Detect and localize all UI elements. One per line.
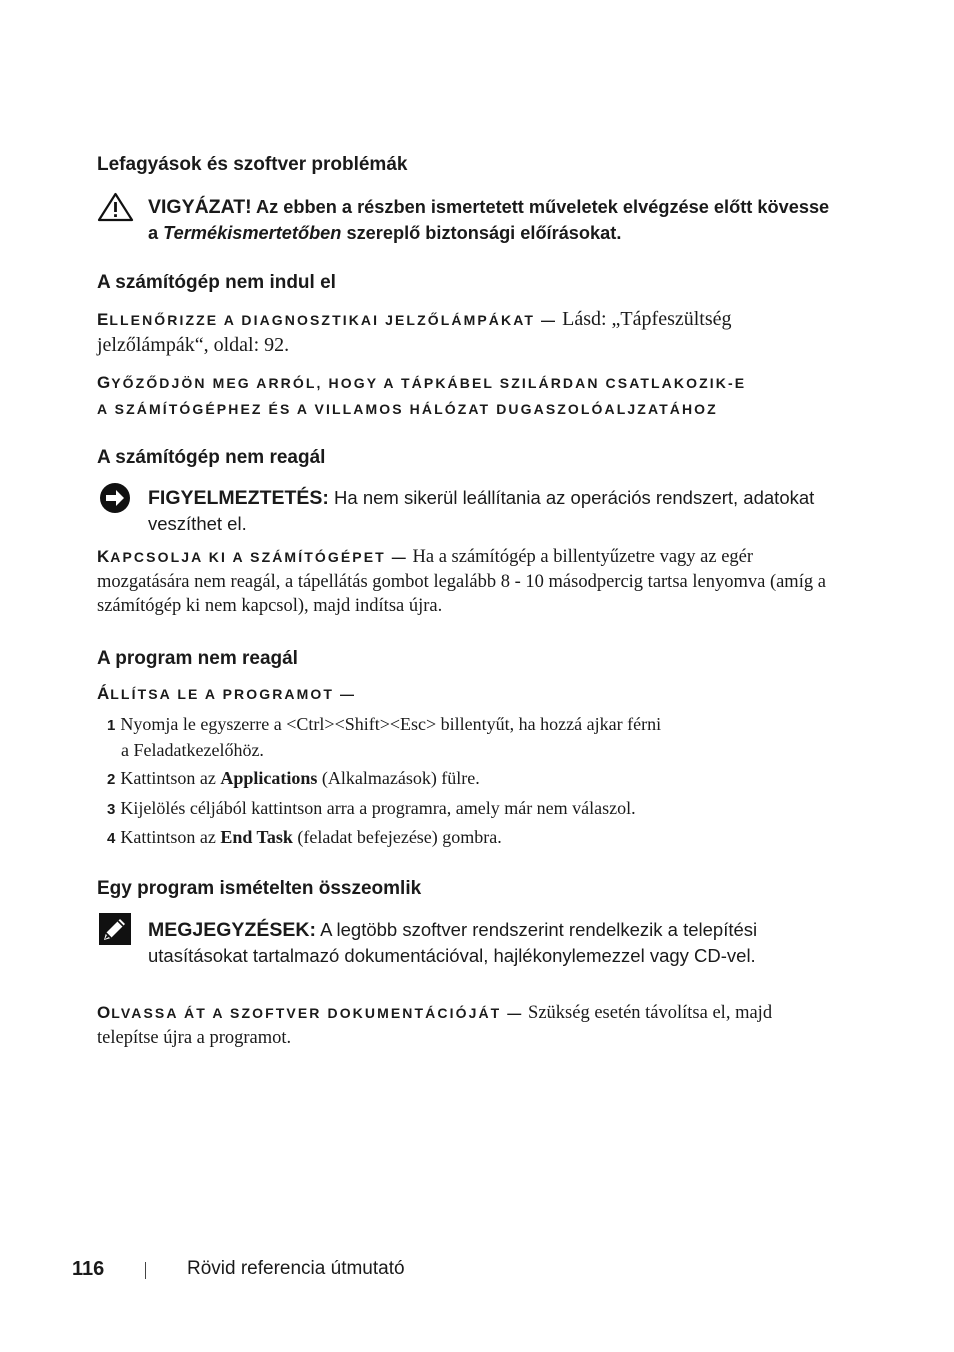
read-docs-text: Szükség esetén távolítsa el, majd telepítse újra a programot. — [97, 1003, 773, 1048]
footer-separator — [145, 1262, 146, 1279]
run-in-heading-diagnostic: ELLENŐRIZZE A DIAGNOSZTIKAI JELZŐLÁMPÁKAT — — [97, 310, 558, 329]
caution-label: VIGYÁZAT! — [148, 196, 252, 218]
caution-notice — [148, 194, 838, 246]
list-item: 2 Kattintson az Applications (Alkalmazások) fülre. — [107, 768, 480, 788]
section-title-no-response: A számítógép nem reagál — [97, 447, 326, 468]
run-in-heading-turn-off: KAPCSOLJA KI A SZÁMÍTÓGÉPET — — [97, 547, 408, 566]
list-item: 1 Nyomja le egyszerre a <Ctrl><Shift><Esc> billentyűt, ha hozzá ajkar férni a Feladatkezelőhöz. — [107, 714, 662, 760]
diagnostic-lights-text: Lásd: „Tápfeszültség jelzőlámpák“, oldal: 92. — [97, 308, 732, 356]
notice-text: Ha nem sikerül leállítania az operációs rendszert, adatokat veszíthet el. — [148, 487, 815, 534]
note-installation — [148, 917, 808, 968]
notice-data-loss — [148, 485, 838, 536]
note-text: A legtöbb szoftver rendszerint rendelkezik a telepítési utasításokat tartalmazó dokumentációval, hajlékonylemezzel vagy CD-vel. — [148, 919, 758, 966]
page-number: 116 — [72, 1258, 105, 1280]
warning-triangle-icon — [97, 192, 134, 222]
pencil-note-icon — [99, 913, 131, 945]
run-in-heading-read-docs: OLVASSA ÁT A SZOFTVER DOKUMENTÁCIÓJÁT — — [97, 1003, 524, 1022]
section-title-repeated-crash: Egy program ismételten összeomlik — [97, 878, 422, 899]
list-item: 3 Kijelölés céljából kattintson arra a programra, amely már nem válaszol. — [107, 798, 636, 818]
note-label: MEGJEGYZÉSEK: — [148, 919, 316, 941]
paragraph-read-docs — [97, 1001, 827, 1050]
section-title-no-boot: A számítógép nem indul el — [97, 272, 336, 293]
list-item: 4 Kattintson az End Task (feladat befejezése) gombra. — [107, 827, 502, 847]
section-title-freezes: Lefagyások és szoftver problémák — [97, 154, 408, 175]
notice-label: FIGYELMEZTETÉS: — [148, 487, 329, 509]
run-in-heading-power-cable: GYŐZŐDJÖN MEG ARRÓL, HOGY A TÁPKÁBEL SZILÁRDAN CSATLAKOZIK-E A SZÁMÍTÓGÉPHEZ ÉS A VILLAMOS HÁLÓZAT DUGASZOLÓALJZATÁHOZ — [97, 373, 747, 417]
caution-italic: Termékismertetőben — [163, 223, 342, 243]
run-in-heading-end-program: ÁLLÍTSA LE A PROGRAMOT — — [97, 684, 357, 703]
caution-text-1: Az ebben a részben ismertetett műveletek elvégzése előtt kövesse a — [148, 197, 830, 243]
paragraph-diagnostic-lights — [97, 307, 827, 358]
paragraph-turn-off — [97, 545, 827, 619]
caution-text-2: szereplő biztonsági előírásokat. — [341, 223, 622, 243]
turn-off-text: Ha a számítógép a billentyűzetre vagy az egér mozgatására nem reagál, a tápellátás gombot legalább 8 - 10 másodpercig tartsa lenyomva (amíg a számítógép ki nem kapcsol), majd indítsa újra. — [97, 547, 826, 616]
footer-title: Rövid referencia útmutató — [187, 1258, 405, 1279]
section-title-program-hang: A program nem reagál — [97, 648, 298, 669]
notice-arrow-icon — [99, 482, 131, 514]
